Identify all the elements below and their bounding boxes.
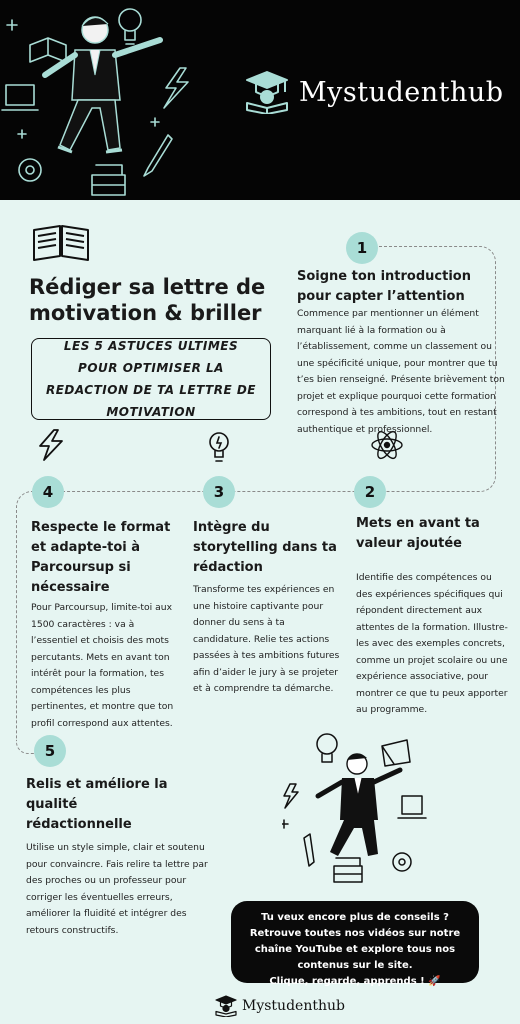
tip-3-number: 3 [203,476,235,508]
content [0,200,520,1024]
tip-5-number: 5 [34,735,66,767]
tip-2-body: Identifie des compétences ou des expériences spécifiques qui répondent directement aux attentes de la formation. Illustre-les avec des exemples concrets, comme un projet scolaire ou une expérience associative, pour montrer ce que tu peux apporter au programme. [356,572,508,715]
subtitle-badge: LES 5 ASTUCES ULTIMES POUR OPTIMISER LA REDACTION DE TA LETTRE DE MOTIVATION [31,338,271,420]
page-title: Rédiger sa lettre de motivation & briller [29,275,266,325]
brand[interactable] [243,70,504,114]
graduation-cap-logo-icon [214,995,238,1017]
footer-brand-name: Mystudenthub [242,998,345,1014]
tip-4-body: Pour Parcoursup, limite-toi aux 1500 caractères : va à l’essentiel et choisis des mots percutants. Mets en avant ton intérêt pour la formation, tes compétences les plus pertinentes, et montre que ton profil correspond aux attentes. [31,602,174,729]
student-illustration [0,0,230,200]
cta-line-1: Tu veux encore plus de conseils ? [261,912,449,923]
tip-2-number: 2 [354,476,386,508]
tip-4-title: Respecte le format et adapte-toi à Parcoursup si nécessaire [31,520,171,595]
book-icon [30,222,92,264]
cta-line-2: Retrouve toutes nos vidéos sur notre [249,928,461,939]
student-illustration-bottom [282,724,432,894]
cta-line-3: chaîne YouTube et explore tous nos [254,944,456,955]
graduation-cap-logo-icon [243,70,291,114]
cta-line-4: contenus sur le site. [297,960,413,971]
tip-3-title: Intègre du storytelling dans ta rédaction [193,520,337,575]
cta-line-5: Clique, regarde, apprends ! 🚀 [269,976,441,987]
tip-5-title: Relis et améliore la qualité rédactionnelle [26,777,168,832]
tip-4-number: 4 [32,476,64,508]
tip-1-body: Commence par mentionner un élément marquant lié à la formation ou à l’établissement, comme un classement ou une spécificité unique, pour montrer que tu t’es bien renseigné. Présente brièvement ton projet et explique pourquoi cette formation correspond à tes ambitions, tout en restant authentique et professionnel. [297,308,505,435]
header [0,0,520,200]
cta-box[interactable] [231,901,479,987]
tip-2-title: Mets en avant ta valeur ajoutée [356,516,480,551]
tip-3-body: Transforme tes expériences en une histoire captivante pour donner du sens à ta candidature. Relie tes actions passées à tes ambitions futures afin d’aider le jury à se projeter et à comprendre ta démarche. [193,584,340,694]
footer-brand[interactable] [214,995,345,1017]
lightbulb-icon [205,429,233,465]
connector-4-5 [16,740,36,754]
brand-name: Mystudenthub [299,76,504,108]
lightning-icon [36,428,66,462]
tip-5-body: Utilise un style simple, clair et soutenu pour convaincre. Fais relire ta lettre par des proches ou un professeur pour corriger les éventuelles erreurs, améliorer la fluidité et intégrer des retours constructifs. [26,842,208,936]
tip-1-title: Soigne ton introduction pour capter l’attention [297,269,471,304]
tip-1-number: 1 [346,232,378,264]
